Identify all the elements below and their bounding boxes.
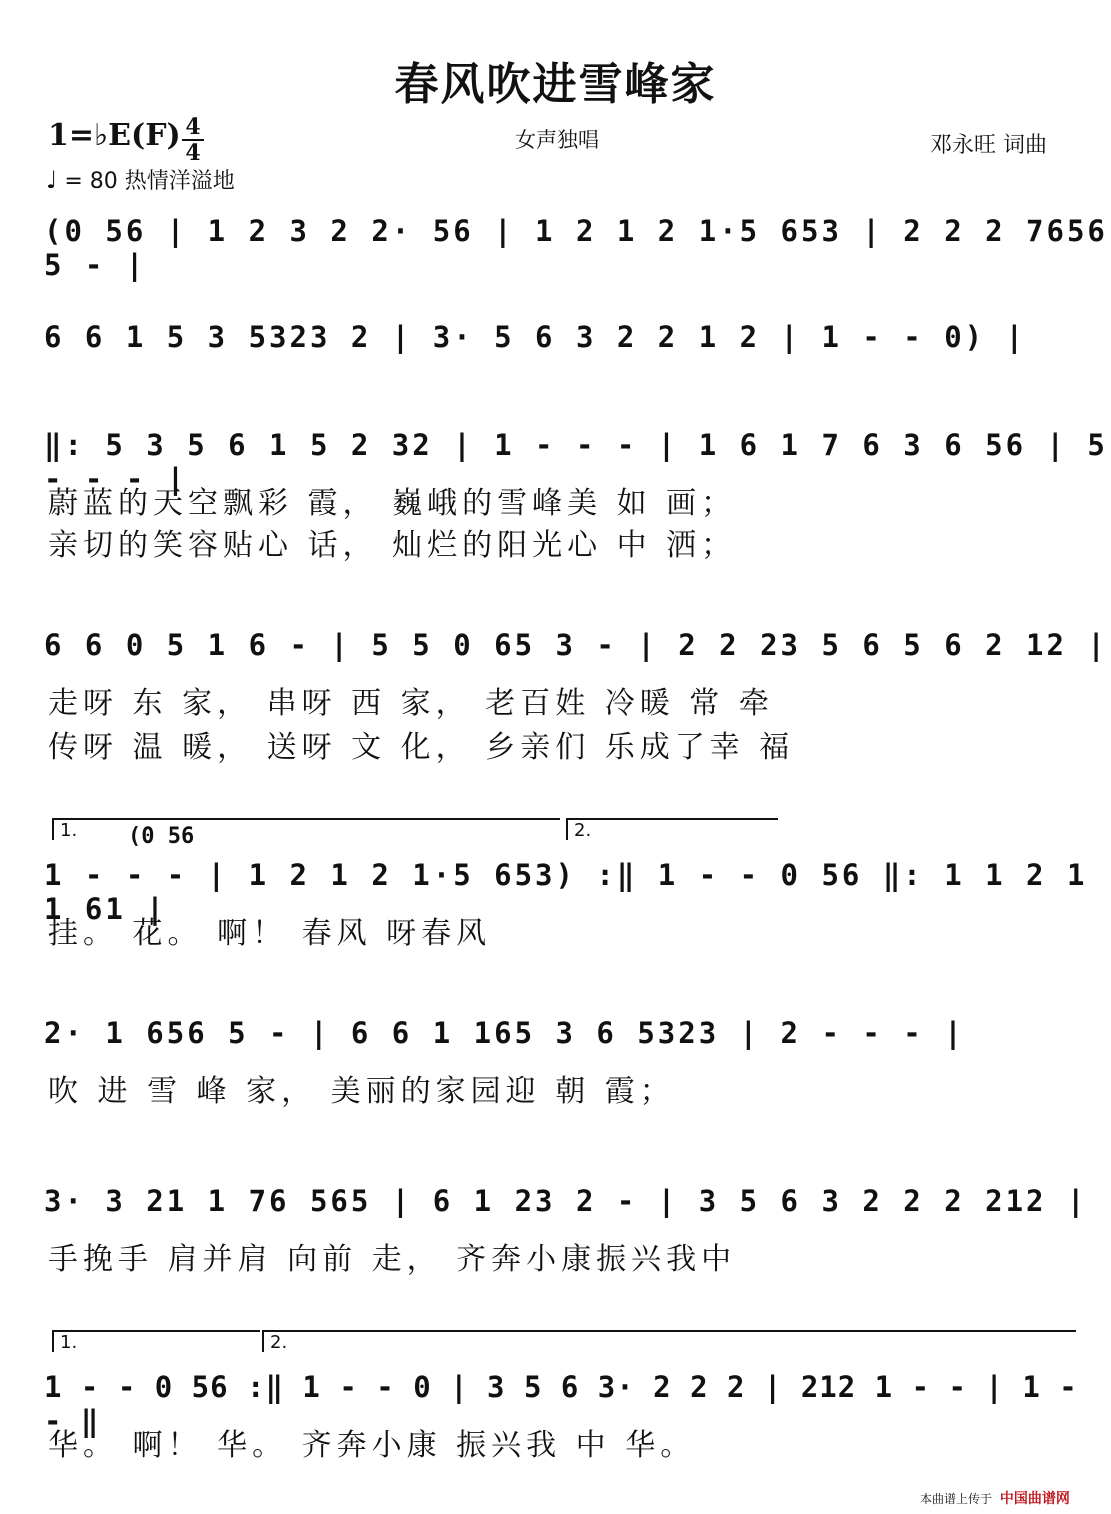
tempo-text: = 80 热情洋溢地 — [64, 169, 235, 194]
lyric-line-8: 华。 啊！ 华。 齐奔小康 振兴我 中 华。 — [48, 1428, 696, 1463]
tempo-marking — [46, 164, 235, 195]
score-line-3: ‖: 5 3 5 6 1 5 2 32 | 1 - - - | 1 6 1 7 6 3 6 56 | 5 - - - | — [44, 428, 1108, 496]
score-line-8: 1 - - 0 56 :‖ 1 - - 0 | 3 5 6 3· 2 2 2 | 212 1 - - | 1 - - ‖ — [44, 1370, 1078, 1438]
source-footer — [920, 1488, 1070, 1508]
final-second-ending-bracket: 2. — [262, 1330, 1076, 1352]
score-line-5: 1 - - - | 1 2 1 2 1·5 653) :‖ 1 - - 0 56 ‖: 1 1 2 1 1 61 | — [44, 858, 1088, 926]
lyric-line-4-verse-2: 传呀 温 暖， 送呀 文 化， 乡亲们 乐成了幸 福 — [48, 730, 795, 765]
quarter-note-icon: ♩ — [46, 166, 58, 194]
score-line-2: 6 6 1 5 3 5323 2 | 3· 5 6 3 2 2 1 2 | 1 - - 0) | — [44, 320, 1027, 354]
lyric-line-4-verse-1: 走呀 东 家， 串呀 西 家， 老百姓 冷暖 常 牵 — [48, 686, 774, 721]
lyric-line-5: 挂。 花。 啊！ 春风 呀春风 — [48, 916, 492, 951]
time-signature-bottom: 4 — [185, 140, 201, 166]
composer: 邓永旺 词曲 — [930, 133, 1047, 158]
first-ending-bracket: 1. — [52, 818, 560, 840]
score-line-6: 2· 1 656 5 - | 6 6 1 165 3 6 5323 | 2 - - - | — [44, 1016, 965, 1050]
intro-pickup: (0 56 — [128, 824, 195, 849]
site-logo[interactable]: 中国曲谱网 — [999, 1491, 1070, 1507]
score-line-7: 3· 3 21 1 76 565 | 6 1 23 2 - | 3 5 6 3 2 2 2 212 | — [44, 1184, 1088, 1218]
key-signature: 1=♭E(F) — [48, 118, 181, 153]
footer-text: 本曲谱上传于 — [920, 1492, 993, 1506]
time-signature — [180, 116, 206, 164]
score-title: 春风吹进雪峰家 — [394, 59, 717, 110]
lyric-line-3-verse-1: 蔚蓝的天空飘彩 霞， 巍峨的雪峰美 如 画； — [48, 486, 737, 521]
lyric-line-6: 吹 进 雪 峰 家， 美丽的家园迎 朝 霞； — [48, 1074, 675, 1109]
score-line-4: 6 6 0 5 1 6 - | 5 5 0 65 3 - | 2 2 23 5 6 5 6 2 12 | — [44, 628, 1108, 662]
second-ending-bracket: 2. — [566, 818, 778, 840]
lyric-line-3-verse-2: 亲切的笑容贴心 话， 灿烂的阳光心 中 洒； — [48, 528, 737, 563]
lyric-line-7: 手挽手 肩并肩 向前 走， 齐奔小康振兴我中 — [48, 1242, 737, 1277]
performance-type: 女声独唱 — [515, 128, 599, 152]
final-first-ending-bracket: 1. — [52, 1330, 260, 1352]
time-signature-top: 4 — [185, 114, 201, 140]
score-line-1: (0 56 | 1 2 3 2 2· 56 | 1 2 1 2 1·5 653 | 2 2 2 7656 5 - | — [44, 214, 1108, 282]
